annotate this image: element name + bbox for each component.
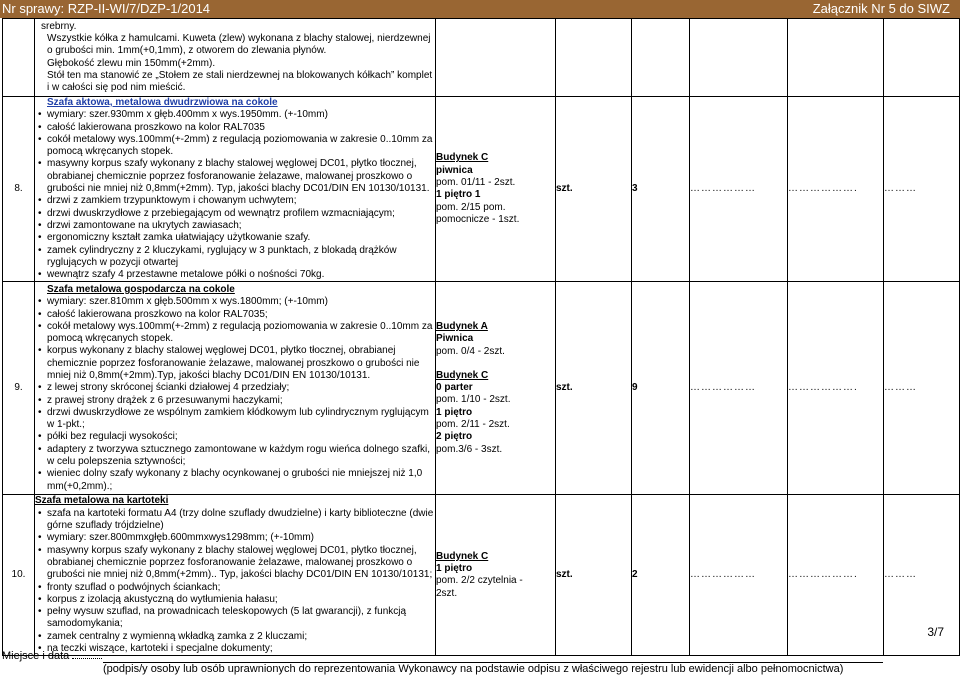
price-cell [690, 19, 788, 97]
place-date-label: Miejsce i data [2, 650, 70, 662]
list-item: • wymiary: szer.810mm x głęb.500mm x wys.1800mm; (+-10mm) [35, 296, 435, 308]
vat-cell [884, 19, 960, 97]
location-building: Budynek C [436, 369, 489, 381]
spec-list [35, 508, 435, 656]
description-line: Stół ten ma stanowić ze „Stołem ze stali nierdzewnej na blokowanych kółkach” komplet i w całości się pod nim mieścić. [47, 69, 433, 94]
location-room: pom.3/6 - 3szt. [436, 443, 503, 455]
item-heading: Szafa metalowa gospodarcza na cokole [47, 283, 235, 295]
list-item: • zamek centralny z wymienną wkładką zamka z 2 kluczami; [35, 631, 435, 643]
vat-cell: ……… [884, 97, 960, 282]
value-cell: ………………. [788, 282, 884, 495]
list-item: • drzwi z zamkiem trzypunktowym i chowanym uchwytem; [35, 195, 435, 207]
location-room: pom. 0/4 - 2szt. [436, 345, 505, 357]
item-heading: Szafa metalowa na kartoteki [35, 495, 169, 507]
lp-cell: 8. [3, 97, 35, 282]
list-item: • całość lakierowana proszkowo na kolor RAL7035; [35, 309, 435, 321]
list-item: • z prawej strony drążek z 6 przesuwanymi haczykami; [35, 395, 435, 407]
location-floor: 0 parter [436, 382, 473, 394]
description-cell [35, 495, 436, 656]
price-cell: ……………… [690, 495, 788, 656]
description-line: srebrny. [41, 20, 77, 32]
location-floor: 1 piętro [436, 563, 473, 575]
location-floor: piwnica [436, 164, 473, 176]
unit-cell: szt. [556, 97, 632, 282]
table-row [3, 282, 960, 495]
description-line: Wszystkie kółka z hamulcami. Kuweta (zlew) wykonana z blachy stalowej, nierdzewnej o grubości min. 1mm(+0,1mm), z otworem do zlewania płynów. [47, 32, 431, 57]
location-cell [436, 19, 556, 97]
list-item: • masywny korpus szafy wykonany z blachy stalowej węglowej DC01, płytko tłocznej, obrabianej chemicznie poprzez fosforanowanie żelazawe, malowanej proszkowo o grubości nie mniej niż 0,8mm(+2mm). Typ, jakości blachy DC01/DIN EN 10130/10131. [35, 158, 435, 195]
list-item: • z lewej strony skróconej ścianki działowej 4 przedziały; [35, 382, 435, 394]
location-cell [436, 495, 556, 656]
vat-cell: ……… [884, 282, 960, 495]
value-cell [788, 19, 884, 97]
place-date-field [2, 650, 102, 662]
location-building: Budynek C [436, 152, 489, 164]
lp-cell: 9. [3, 282, 35, 495]
location-room: pom. 2/11 - 2szt. [436, 419, 510, 431]
location-room: pom. 2/15 pom. [436, 201, 506, 213]
value-cell: ………………. [788, 495, 884, 656]
description-cell [35, 19, 436, 97]
description-cell [35, 97, 436, 282]
location-room: pom. 1/10 - 2szt. [436, 394, 511, 406]
location-floor: 1 piętro 1 [436, 189, 481, 201]
list-item: • wieniec dolny szafy wykonany z blachy ocynkowanej o grubości nie mniejszej niż 1,0 mm(+0,2mm).; [35, 468, 435, 493]
location-room: pomocnicze - 1szt. [436, 213, 520, 225]
list-item: • korpus z izolacją akustyczną do wytłumienia hałasu; [35, 594, 435, 606]
location-floor: 1 piętro [436, 406, 473, 418]
list-item: • na teczki wiszące, kartoteki i specjalne dokumenty; [35, 643, 435, 655]
list-item: • wewnątrz szafy 4 przestawne metalowe półki o nośności 70kg. [35, 269, 435, 281]
location-cell [436, 97, 556, 282]
location-room: 2szt. [436, 587, 458, 599]
location-floor: 2 piętro [436, 431, 473, 443]
list-item: • masywny korpus szafy wykonany z blachy stalowej węglowej DC01, płytko tłocznej, obrabianej chemicznie poprzez fosforanowanie żelazawe, malowanej proszkowo o grubości nie mniej niż 0,8mm(+2mm).. Typ, jakości blachy DC01/DIN EN 10130/10131; [35, 545, 435, 582]
location-building: Budynek A [436, 320, 488, 332]
location-floor: Piwnica [436, 333, 474, 345]
description-cell [35, 282, 436, 495]
document-header [0, 0, 960, 18]
item-heading: Szafa aktowa, metalowa dwudrzwiowa na cokole [47, 97, 278, 108]
location-building: Budynek C [436, 550, 489, 562]
list-item: • pełny wysuw szuflad, na prowadnicach teleskopowych (5 lat gwarancji), z funkcją samodomykania; [35, 606, 435, 631]
price-cell: ……………… [690, 282, 788, 495]
list-item: • cokół metalowy wys.100mm(+-2mm) z regulacją poziomowania w zakresie 0..10mm za pomocą wkręcanych stopek. [35, 321, 435, 346]
list-item: • cokół metalowy wys.100mm(+-2mm) z regulacją poziomowania w zakresie 0..10mm za pomocą wkręcanych stopek. [35, 134, 435, 159]
unit-cell: szt. [556, 282, 632, 495]
list-item: • zamek cylindryczny z 2 kluczykami, ryglujący w 3 punktach, z blokadą drążków ryglujących w pozycji otwartej [35, 245, 435, 270]
spec-list [35, 296, 435, 493]
table-row [3, 19, 960, 97]
page-number: 3/7 [927, 625, 944, 639]
table-row [3, 97, 960, 282]
vat-cell: ……… [884, 495, 960, 656]
list-item: • całość lakierowana proszkowo na kolor RAL7035 [35, 122, 435, 134]
place-date-line [72, 658, 102, 659]
list-item: • drzwi dwuskrzydłowe z przebiegającym od wewnątrz profilem wzmacniającym; [35, 208, 435, 220]
list-item: • półki bez regulacji wysokości; [35, 431, 435, 443]
location-room: pom. 01/11 - 2szt. [436, 176, 516, 188]
value-cell: ………………. [788, 97, 884, 282]
list-item: • drzwi dwuskrzydłowe ze wspólnym zamkiem kłódkowym lub cylindrycznym ryglującym w 1-pkt.; [35, 407, 435, 432]
price-cell: ……………… [690, 97, 788, 282]
case-number: Nr sprawy: RZP-II-WI/7/DZP-1/2014 [2, 1, 211, 16]
list-item: • adaptery z tworzywa sztucznego zamontowane w każdym rogu wieńca dolnego szafki, w celu polepszenia sztywności; [35, 444, 435, 469]
signature-note: (podpis/y osoby lub osób uprawnionych do reprezentowania Wykonawcy na podstawie odpisu z właściwego rejestru lub ewidencji albo pełnomocnictwa) [103, 663, 844, 675]
list-item: • drzwi zamontowane na ukrytych zawiasach; [35, 220, 435, 232]
location-cell [436, 282, 556, 495]
unit-cell: szt. [556, 495, 632, 656]
lp-cell: 10. [3, 495, 35, 656]
table-row [3, 495, 960, 656]
unit-cell [556, 19, 632, 97]
qty-cell [632, 19, 690, 97]
spec-list [35, 109, 435, 281]
list-item: • wymiary: szer.930mm x głęb.400mm x wys.1950mm. (+-10mm) [35, 109, 435, 121]
description-line: Głębokość zlewu min 150mm(+2mm). [47, 57, 216, 69]
list-item: • fronty szuflad o podwójnych ściankach; [35, 582, 435, 594]
qty-cell: 3 [632, 97, 690, 282]
list-item: • szafa na kartoteki formatu A4 (trzy dolne szuflady dwudzielne) i karty biblioteczne (dwie górne szuflady trójdzielne) [35, 508, 435, 533]
attachment-label: Załącznik Nr 5 do SIWZ [812, 1, 950, 16]
list-item: • korpus wykonany z blachy stalowej węglowej DC01, płytko tłocznej, obrabianej chemicznie poprzez fosforanowanie żelazawe, malowanej proszkowo o grubości nie mniej niż 0,8mm(+2mm).Typ, jakości blachy DC01/DIN EN 10130/10131. [35, 345, 435, 382]
list-item: • wymiary: szer.800mmxgłęb.600mmxwys1298mm; (+-10mm) [35, 532, 435, 544]
specification-table [2, 18, 960, 656]
qty-cell: 2 [632, 495, 690, 656]
lp-cell [3, 19, 35, 97]
list-item: • ergonomiczny kształt zamka ułatwiający użytkowanie szafy. [35, 232, 435, 244]
qty-cell: 9 [632, 282, 690, 495]
location-room: pom. 2/2 czytelnia - [436, 575, 523, 587]
